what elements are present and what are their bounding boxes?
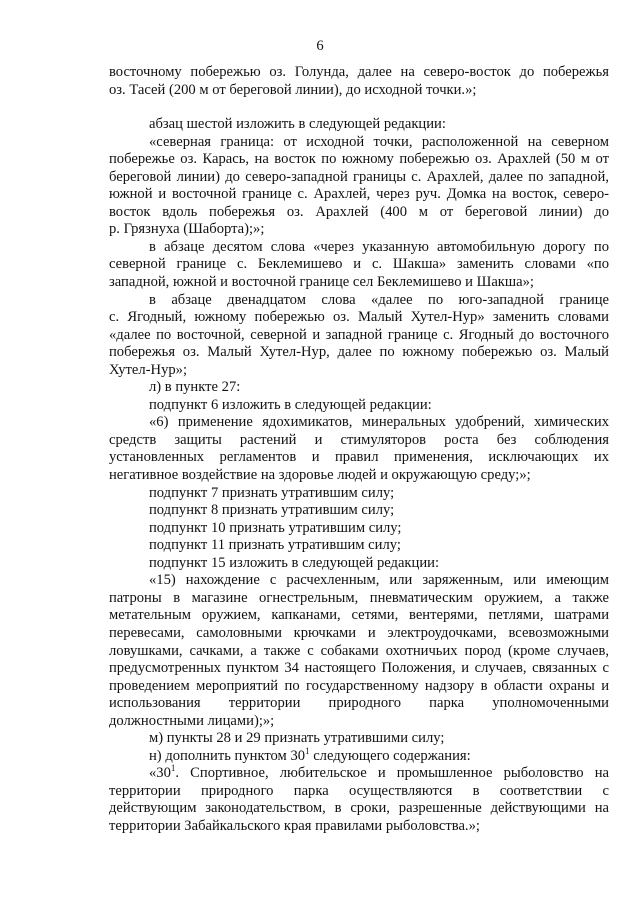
text-line: подпункт 8 признать утратившим силу;	[149, 502, 395, 519]
text-line: использования территории природного парка уполномоченными	[109, 695, 609, 712]
text-line: р. Грязнуха (Шаборта);»;	[109, 221, 265, 238]
text-line: западной, южной и восточной границе сел Беклемишево и Шакша»;	[109, 274, 534, 291]
text-line: установленных регламентов и правил применения, исключающих их	[109, 449, 609, 466]
text-line: восток вдоль побережья оз. Арахлей (400 м от береговой линии) до	[109, 203, 609, 220]
text-line: действующим законодательством, в сроки, разрешенные действующими на	[109, 800, 609, 817]
text-line: территории Забайкальского края правилами рыболовства.»;	[109, 817, 480, 834]
text-line: ловушками, сачками, а также с собаками охотничьих пород (кроме случаев,	[109, 642, 609, 659]
superscript: 1	[170, 763, 176, 774]
line-text-continued: следующего содержания:	[309, 747, 471, 764]
text-line: м) пункты 28 и 29 признать утратившими силу;	[149, 730, 445, 747]
text-line: побережье оз. Карась, на восток по южному побережью оз. Арахлей (50 м от	[109, 151, 609, 168]
blank-line	[109, 99, 609, 116]
text-line: подпункт 6 изложить в следующей редакции:	[149, 396, 432, 413]
text-line: с. Ягодный, южному побережью оз. Малый Хутел-Нур» заменить словами	[109, 309, 609, 326]
text-line: предусмотренных пунктом 34 настоящего Положения, и случаев, связанных с	[109, 660, 609, 677]
text-line: подпункт 7 признать утратившим силу;	[149, 484, 395, 501]
text-line: «далее по восточной, северной и западной границе с. Ягодный до восточного	[109, 326, 609, 343]
text-line: проведением мероприятий по государственному надзору в области охраны и	[109, 677, 609, 694]
text-line: северной границе с. Беклемишево и с. Шакша» заменить словами «по	[109, 256, 609, 273]
text-line: «15) нахождение с расчехленным, или заряженным, или имеющим	[149, 572, 609, 589]
text-line: территории природного парка осуществляются в соответствии с	[109, 782, 609, 799]
text-line: в абзаце двенадцатом слова «далее по юго-западной границе	[149, 291, 609, 308]
text-line: Хутел-Нур»;	[109, 361, 188, 378]
text-line: патроны в магазине огнестрельным, пневматическим оружием, а также	[109, 589, 609, 606]
text-line: должностными лицами);»;	[109, 712, 275, 729]
text-line	[109, 765, 609, 783]
line-text: «30	[149, 765, 171, 782]
text-line: побережья оз. Малый Хутел-Нур, далее по южному побережью оз. Малый	[109, 344, 609, 361]
text-line	[109, 745, 609, 766]
page-number: 6	[316, 38, 324, 54]
text-line: южной и восточной границе с. Арахлей, через руч. Домка на восток, северо-	[109, 186, 609, 203]
text-line: перевесами, самоловными крючками и электроудочками, всевозможными	[109, 624, 609, 641]
text-line: негативное воздействие на здоровье людей и окружающую среду;»;	[109, 467, 531, 484]
line-text: н) дополнить пунктом 30	[149, 747, 306, 764]
superscript: 1	[305, 745, 310, 756]
text-line: средств защиты растений и стимуляторов роста без соблюдения	[109, 431, 609, 448]
text-line: подпункт 11 признать утратившим силу;	[149, 537, 401, 554]
text-line: «северная граница: от исходной точки, расположенной на северном	[149, 133, 609, 150]
text-line: восточному побережью оз. Голунда, далее на северо-восток до побережья	[109, 64, 609, 80]
text-line: подпункт 15 изложить в следующей редакции:	[149, 554, 440, 571]
text-line: оз. Тасей (200 м от береговой линии), до исходной точки.»;	[109, 81, 477, 98]
text-line: подпункт 10 признать утратившим силу;	[149, 519, 402, 536]
text-line: в абзаце десятом слова «через указанную автомобильную дорогу по	[149, 238, 609, 255]
text-line: л) в пункте 27:	[149, 379, 241, 396]
line-text-continued: . Спортивное, любительское и промышленное рыболовство на	[175, 765, 609, 782]
text-line: абзац шестой изложить в следующей редакции:	[149, 116, 446, 133]
text-line: метательным оружием, капканами, сетями, вентерями, петлями, шатрами	[109, 607, 609, 624]
body-text	[109, 64, 609, 836]
text-line: береговой линии) до северо-западной границы с. Арахлей, далее по западной,	[109, 168, 609, 185]
text-line: «6) применение ядохимикатов, минеральных удобрений, химических	[149, 414, 609, 431]
